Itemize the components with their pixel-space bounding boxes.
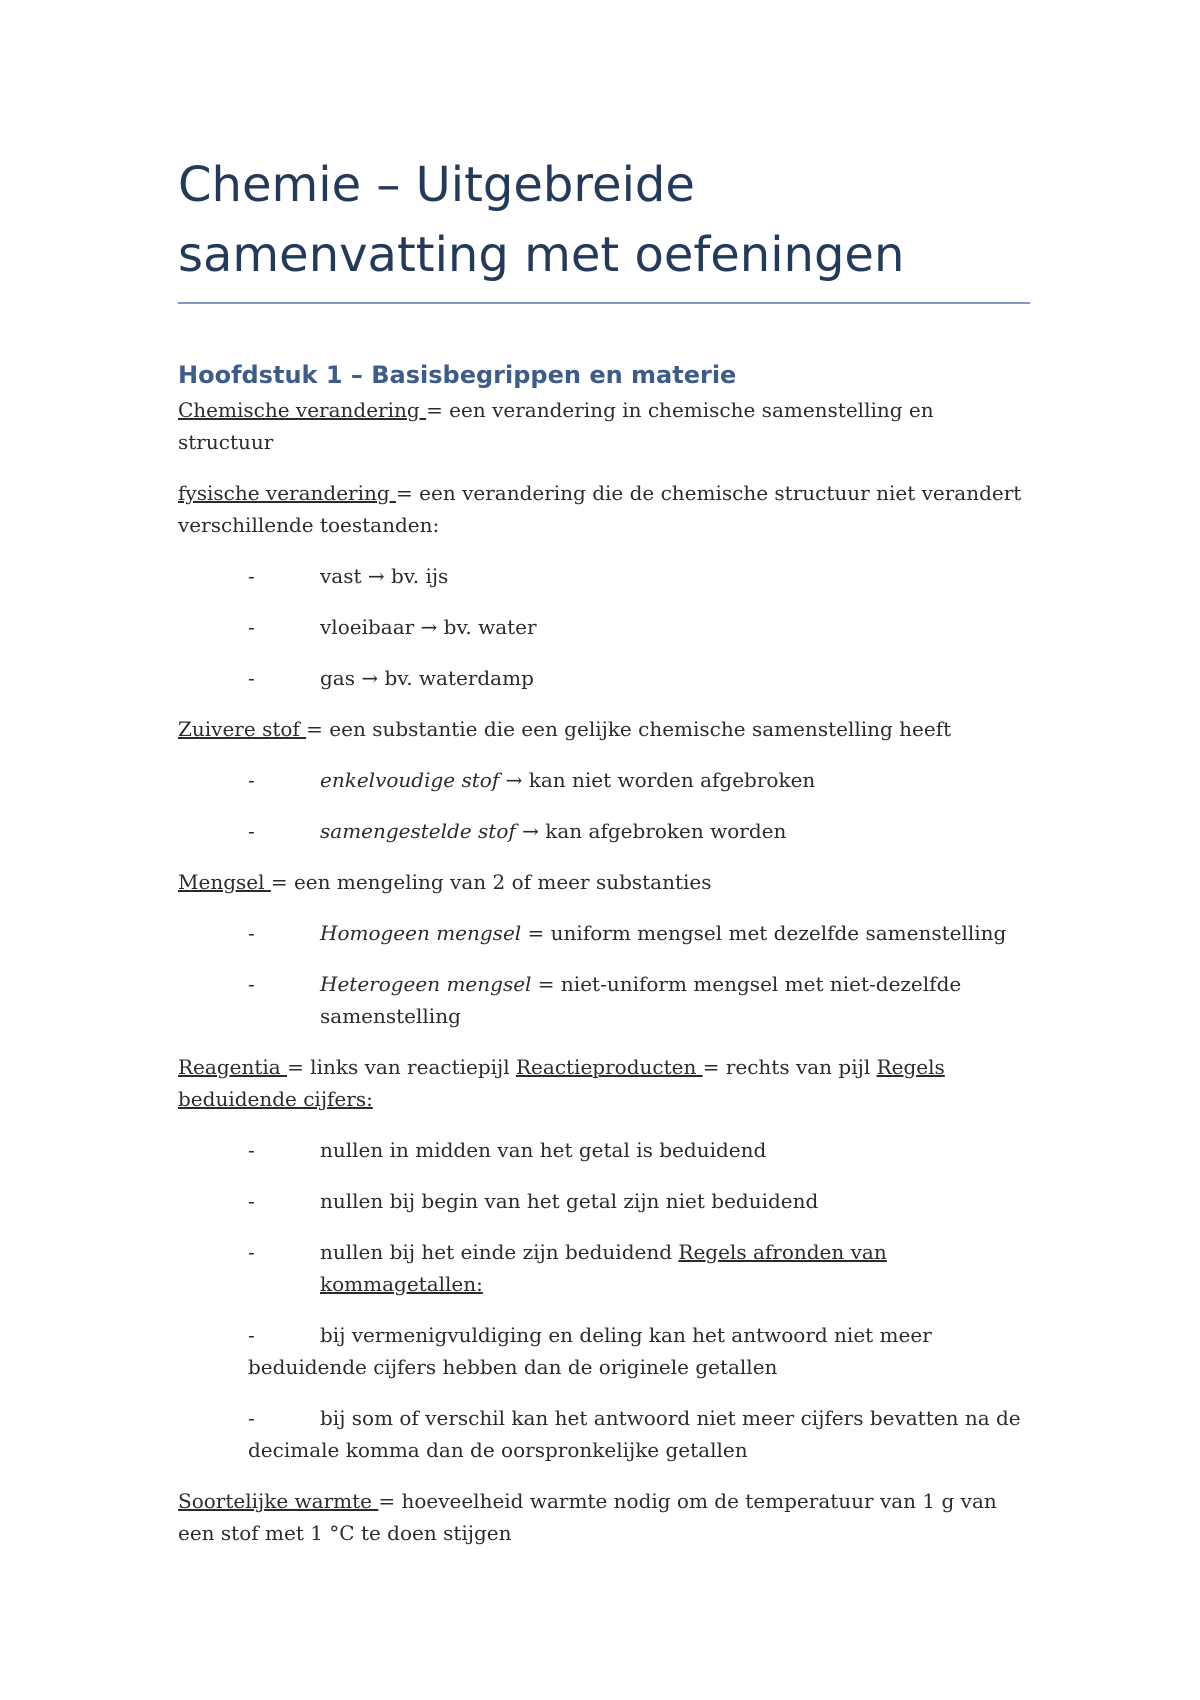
mengsel-type-term: Homogeen mengsel <box>320 921 522 945</box>
bullet-dash: - <box>248 1240 255 1264</box>
bullet-dash: - <box>248 666 255 690</box>
bullet-dash: - <box>248 972 255 996</box>
term-chemische-verandering: Chemische verandering <box>178 398 427 422</box>
definition-zuivere-stof <box>178 713 1030 745</box>
toestand-text: vloeibaar → bv. water <box>320 615 537 639</box>
list-item-toestand <box>178 611 1030 643</box>
term-soortelijke-warmte: Soortelijke warmte <box>178 1489 379 1513</box>
bullet-dash: - <box>248 615 255 639</box>
def-fysische-verandering: = een verandering die de chemische structuur niet verandert <box>396 481 1022 505</box>
bullet-dash: - <box>248 1189 255 1213</box>
list-item-afronden-regel <box>178 1319 1030 1383</box>
mengsel-type-def: = niet-uniform mengsel met niet-dezelfde samenstelling <box>320 972 962 1028</box>
list-item-beduidend-regel <box>178 1236 1030 1300</box>
toestanden-intro: verschillende toestanden: <box>178 513 440 537</box>
list-item-mengsel-type <box>178 968 1030 1032</box>
beduidend-regel-text: nullen bij het einde zijn beduidend <box>320 1240 679 1264</box>
list-item-beduidend-regel <box>178 1134 1030 1166</box>
definition-fysische-verandering <box>178 477 1030 509</box>
def-chemische-verandering: = een verandering in chemische samenstelling en structuur <box>178 398 934 454</box>
chapter-heading: Hoofdstuk 1 – Basisbegrippen en materie <box>178 361 737 389</box>
term-zuivere-stof: Zuivere stof <box>178 717 307 741</box>
list-item-mengsel-type <box>178 917 1030 949</box>
def-mengsel: = een mengeling van 2 of meer substanties <box>270 870 712 894</box>
term-reagentia: Reagentia <box>178 1055 288 1079</box>
bullet-dash: - <box>248 819 255 843</box>
list-item-afronden-regel <box>178 1402 1030 1466</box>
def-reagentia: = links van reactiepijl <box>287 1055 516 1079</box>
definition-chemische-verandering <box>178 394 1030 458</box>
stof-type-term: enkelvoudige stof <box>320 768 500 792</box>
title-rule <box>178 302 1030 304</box>
document-title: Chemie – Uitgebreide samenvatting met oefeningen <box>178 157 905 283</box>
list-item-stof-type <box>178 764 1030 796</box>
document-body <box>178 150 1030 1549</box>
list-item-toestand <box>178 560 1030 592</box>
bullet-dash: - <box>248 921 255 945</box>
toestand-text: gas → bv. waterdamp <box>320 666 534 690</box>
term-fysische-verandering: fysische verandering <box>178 481 397 505</box>
beduidend-regel-text: nullen bij begin van het getal zijn niet beduidend <box>320 1189 819 1213</box>
def-soortelijke-warmte: = hoeveelheid warmte nodig om de temperatuur van 1 g van een stof met 1 °C te doen stijgen <box>178 1489 997 1545</box>
definition-reagentia-line <box>178 1051 1030 1115</box>
def-zuivere-stof: = een substantie die een gelijke chemische samenstelling heeft <box>306 717 952 741</box>
list-item-beduidend-regel <box>178 1185 1030 1217</box>
bullet-dash: - <box>248 1406 255 1430</box>
list-item-stof-type <box>178 815 1030 847</box>
mengsel-type-def: = uniform mengsel met dezelfde samenstelling <box>521 921 1007 945</box>
term-reactieproducten: Reactieproducten <box>516 1055 703 1079</box>
term-mengsel: Mengsel <box>178 870 271 894</box>
afronden-regel-text: bij vermenigvuldiging en deling kan het antwoord niet meer beduidende cijfers hebben dan de originele getallen <box>248 1323 932 1379</box>
definition-mengsel <box>178 866 1030 898</box>
toestand-text: vast → bv. ijs <box>320 564 449 588</box>
bullet-dash: - <box>248 1323 255 1347</box>
bullet-dash: - <box>248 768 255 792</box>
definition-soortelijke-warmte <box>178 1485 1030 1549</box>
bullet-dash: - <box>248 1138 255 1162</box>
stof-type-def: → kan afgebroken worden <box>515 819 787 843</box>
stof-type-term: samengestelde stof <box>320 819 516 843</box>
bullet-dash: - <box>248 564 255 588</box>
beduidend-regel-text: nullen in midden van het getal is beduidend <box>320 1138 767 1162</box>
heading-regels-beduidende-cijfers: Regels beduidende cijfers: <box>178 1055 945 1111</box>
stof-type-def: → kan niet worden afgebroken <box>499 768 816 792</box>
list-item-toestand <box>178 662 1030 694</box>
def-reactieproducten: = rechts van pijl <box>702 1055 877 1079</box>
afronden-regel-text: bij som of verschil kan het antwoord niet meer cijfers bevatten na de decimale komma dan de oorspronkelijke getallen <box>248 1406 1021 1462</box>
heading-regels-afronden: Regels afronden van kommagetallen: <box>320 1240 887 1296</box>
mengsel-type-term: Heterogeen mengsel <box>320 972 532 996</box>
